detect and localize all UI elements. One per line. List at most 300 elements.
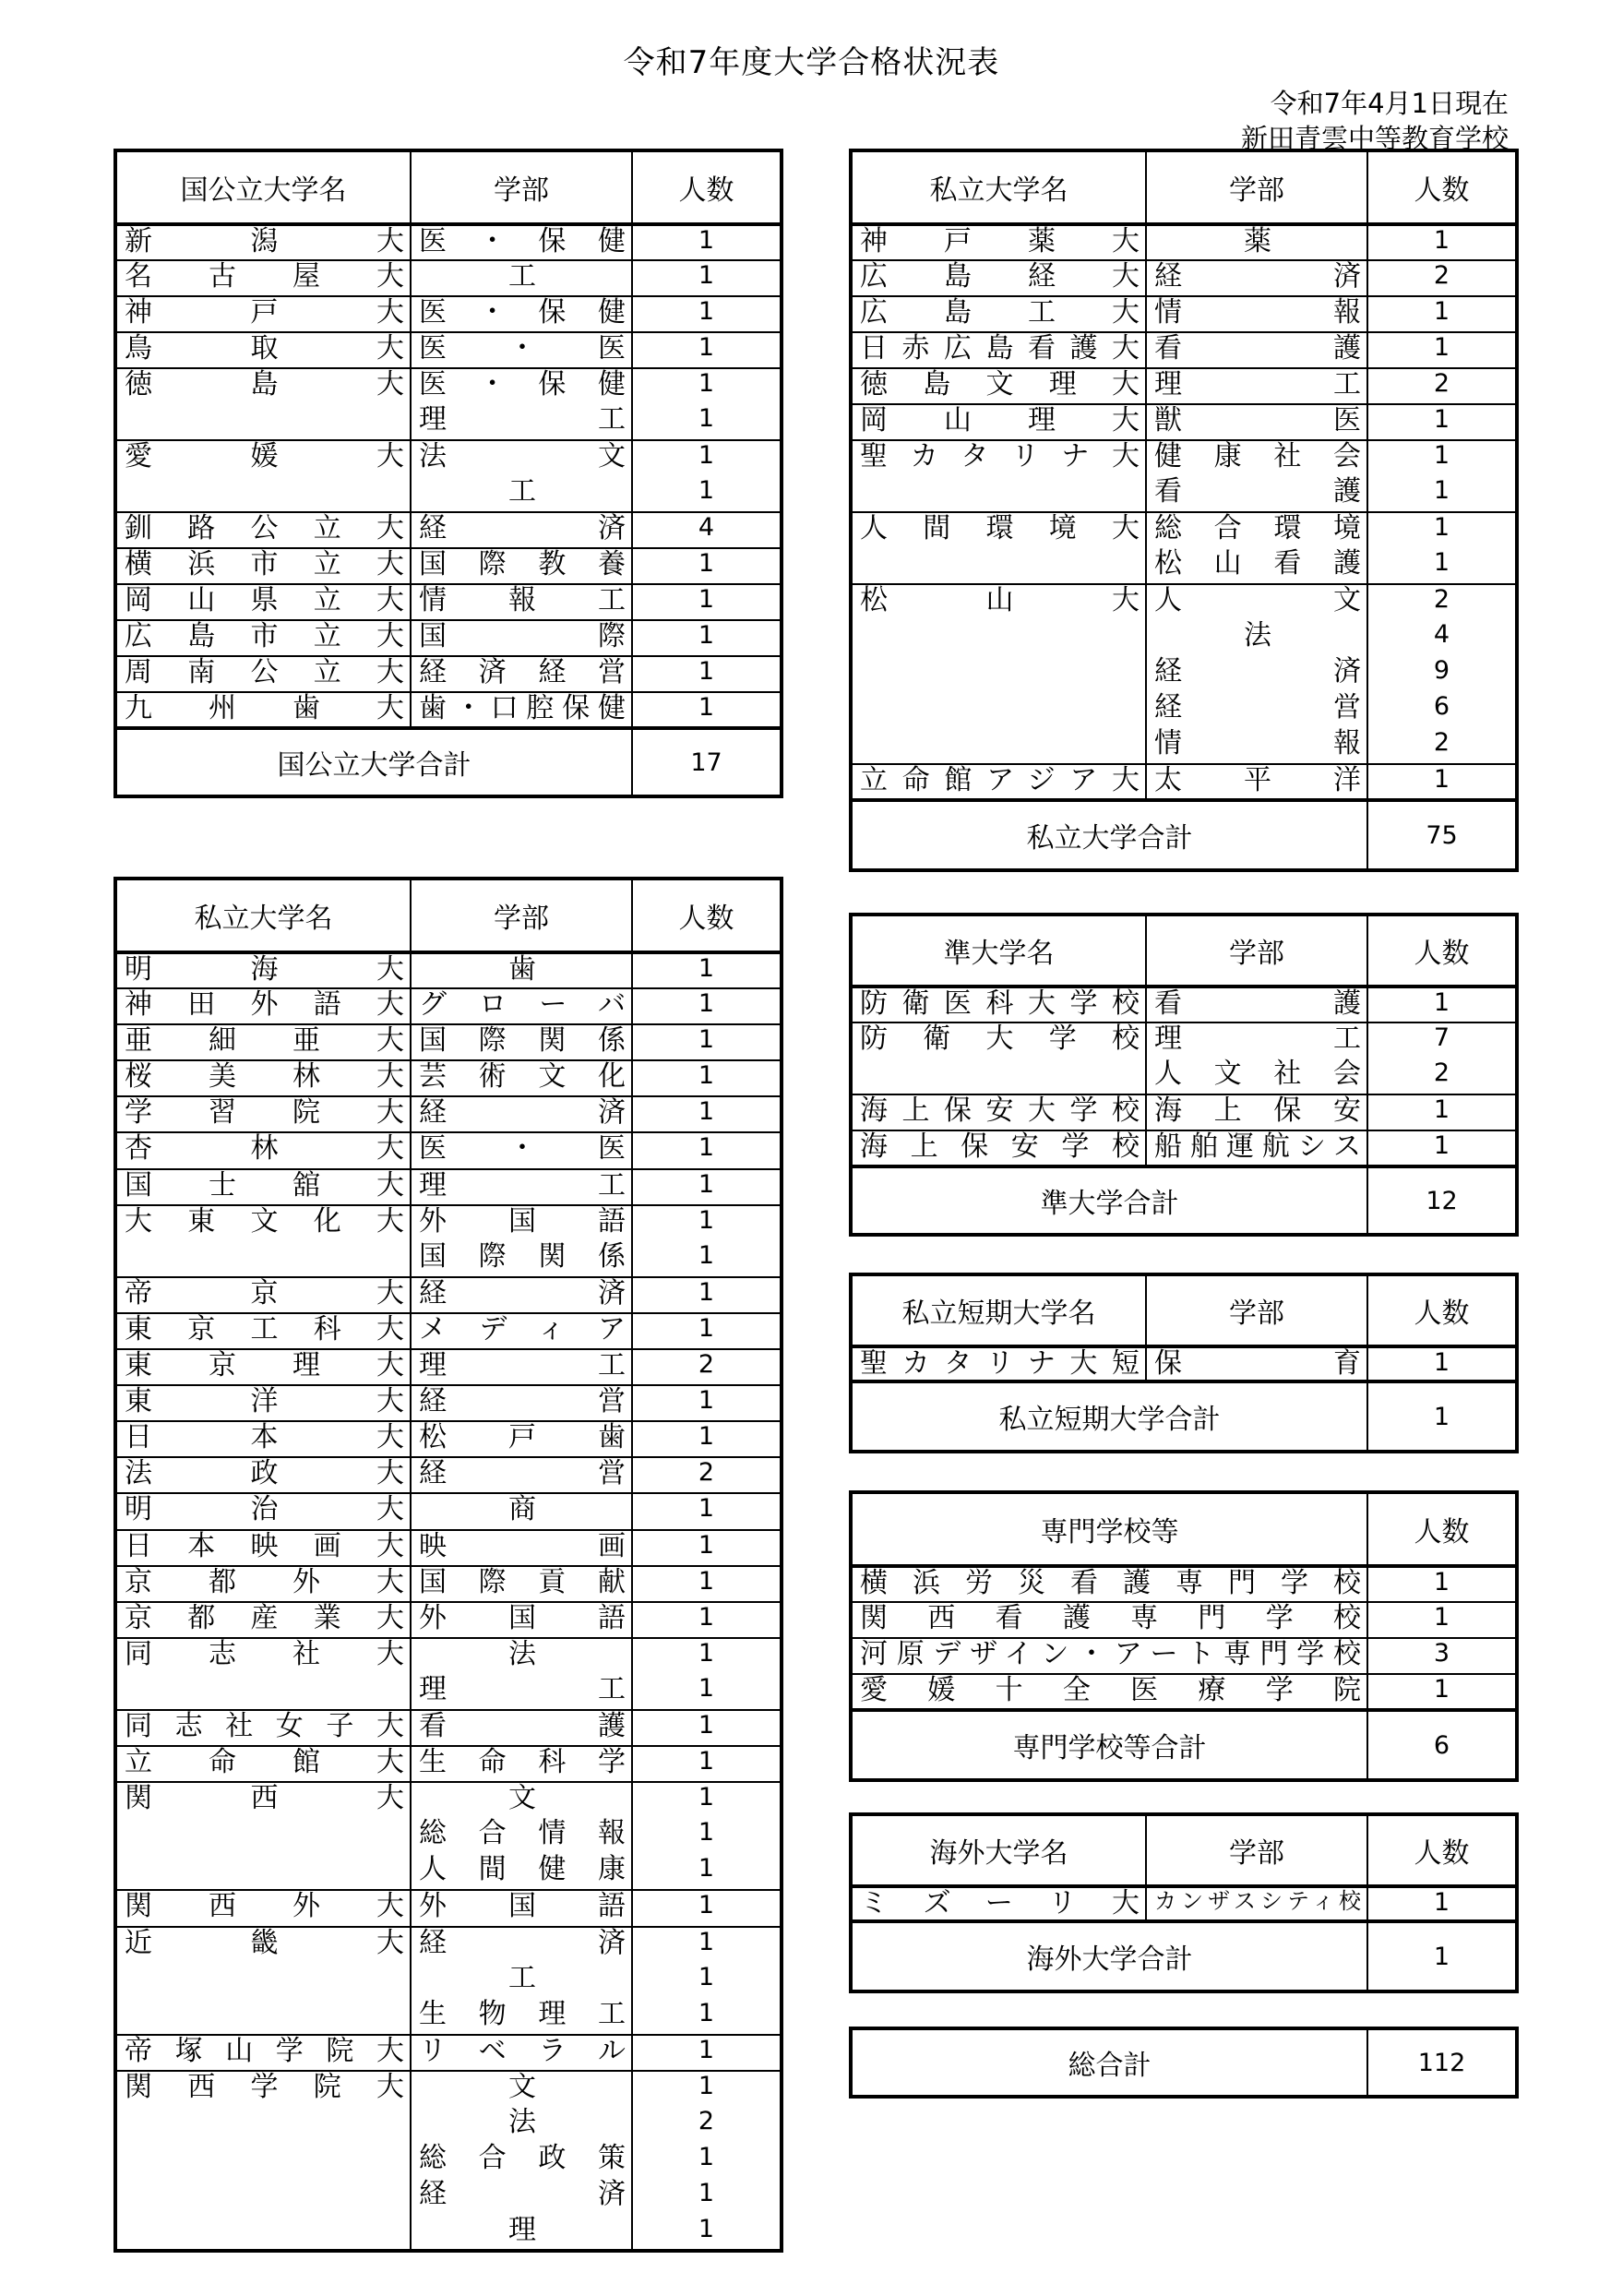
count-value: 1 xyxy=(632,1638,782,1674)
count-value: 1 xyxy=(632,1169,782,1205)
table-row xyxy=(851,1058,1517,1094)
university-name xyxy=(851,656,1146,692)
private-total-value: 75 xyxy=(1367,800,1517,870)
faculty-name: 保育 xyxy=(1146,1346,1367,1381)
count-value: 1 xyxy=(632,296,782,332)
faculty-name: 経済 xyxy=(1146,656,1367,692)
col-header-faculty: 学部 xyxy=(1146,915,1367,987)
table-row xyxy=(851,1674,1517,1710)
table-row xyxy=(115,1385,782,1421)
col-header-count: 人数 xyxy=(632,150,782,224)
faculty-name: 医・医 xyxy=(411,1132,632,1168)
table-row xyxy=(851,548,1517,584)
faculty-name: 歯 xyxy=(411,952,632,988)
count-value: 3 xyxy=(1367,1638,1517,1674)
table-row xyxy=(115,1241,782,1277)
count-value: 1 xyxy=(1367,1094,1517,1130)
university-name xyxy=(851,476,1146,512)
count-value: 1 xyxy=(632,1710,782,1746)
junior-total-label: 準大学合計 xyxy=(851,1166,1367,1235)
university-name: 岡山県立大 xyxy=(115,584,411,620)
table-row xyxy=(851,764,1517,800)
faculty-name: 芸術文化 xyxy=(411,1060,632,1096)
table-row xyxy=(851,260,1517,296)
grand-total-label: 総合計 xyxy=(1068,2050,1152,2082)
faculty-name: 医・保健 xyxy=(411,296,632,332)
grand-total-value: 112 xyxy=(1367,2028,1517,2097)
university-name: 日 本 大 xyxy=(115,1421,411,1457)
col-header-faculty: 学部 xyxy=(411,150,632,224)
table-row xyxy=(851,404,1517,440)
table-row xyxy=(115,2215,782,2251)
university-name: 広島経大 xyxy=(851,260,1146,296)
national-university-table xyxy=(113,149,783,798)
table-row xyxy=(115,1024,782,1060)
school-name: 新田青雲中等教育学校 xyxy=(1240,123,1509,154)
col-header-faculty: 学部 xyxy=(1146,150,1367,224)
count-value: 1 xyxy=(1367,1346,1517,1381)
university-name: 大東文化大 xyxy=(125,1204,404,1238)
university-name xyxy=(115,2179,411,2215)
count-value: 2 xyxy=(632,2107,782,2143)
faculty-name: メディア xyxy=(411,1313,632,1349)
faculty-name: 理工 xyxy=(411,404,632,440)
table-row xyxy=(115,2179,782,2215)
table-row xyxy=(115,1782,782,1818)
count-value: 1 xyxy=(1367,476,1517,512)
university-name xyxy=(115,1674,411,1710)
faculty-name: 生物理工 xyxy=(411,1999,632,2035)
faculty-name: リベラル xyxy=(411,2035,632,2071)
faculty-name: 医・保健 xyxy=(411,368,632,404)
faculty-name: 経済 xyxy=(411,2179,632,2215)
table-row xyxy=(851,368,1517,404)
university-name: 海上保安学校 xyxy=(851,1130,1146,1166)
table-row xyxy=(851,1094,1517,1130)
table-row xyxy=(115,548,782,584)
count-value: 1 xyxy=(632,1927,782,1963)
overseas-total-label: 海外大学合計 xyxy=(851,1921,1367,1991)
table-row xyxy=(115,332,782,368)
table-row xyxy=(115,296,782,332)
col-header-faculty: 学部 xyxy=(1146,1814,1367,1886)
university-name xyxy=(115,404,411,440)
as-of-date: 令和7年4月1日現在 xyxy=(1270,88,1509,119)
count-value: 2 xyxy=(1367,584,1517,620)
table-row xyxy=(115,260,782,296)
table-row xyxy=(115,1602,782,1638)
table-row xyxy=(115,1746,782,1782)
university-name xyxy=(851,728,1146,764)
university-name: 関 西 大 xyxy=(125,1782,404,1815)
faculty-name: 看護 xyxy=(1146,987,1367,1022)
university-name: 愛媛十全医療学院 xyxy=(851,1674,1367,1710)
count-value: 1 xyxy=(632,584,782,620)
count-value: 1 xyxy=(632,1854,782,1890)
count-value: 1 xyxy=(632,1999,782,2035)
junior-total-value: 12 xyxy=(1367,1166,1517,1235)
count-value: 1 xyxy=(632,1963,782,1999)
count-value: 1 xyxy=(632,656,782,692)
university-name: 人間環境大 xyxy=(860,512,1140,544)
university-name: 関西看護専門学校 xyxy=(851,1602,1367,1638)
university-name: 周南公立大 xyxy=(115,656,411,692)
count-value: 1 xyxy=(632,332,782,368)
table-row xyxy=(851,987,1517,1022)
faculty-name: 理工 xyxy=(411,1349,632,1385)
table-row xyxy=(115,1890,782,1926)
faculty-name: 国際関係 xyxy=(411,1024,632,1060)
faculty-name: 総合情報 xyxy=(411,1818,632,1854)
count-value: 1 xyxy=(632,620,782,656)
count-value: 1 xyxy=(1367,440,1517,476)
faculty-name: 人間健康 xyxy=(411,1854,632,1890)
col-header-faculty: 学部 xyxy=(411,879,632,952)
table-row xyxy=(851,512,1517,548)
count-value: 1 xyxy=(632,1530,782,1566)
count-value: 7 xyxy=(1367,1022,1517,1058)
faculty-name: 人文社会 xyxy=(1146,1058,1367,1094)
table-row xyxy=(851,620,1517,656)
university-name: 新 潟 大 xyxy=(115,224,411,260)
university-name: 明 海 大 xyxy=(115,952,411,988)
faculty-name: 総合環境 xyxy=(1146,512,1367,548)
table-row xyxy=(115,1530,782,1566)
university-name: 東京理大 xyxy=(115,1349,411,1385)
faculty-name: 理工 xyxy=(1146,1022,1367,1058)
table-row xyxy=(851,1346,1517,1381)
count-value: 1 xyxy=(632,1602,782,1638)
university-name: 神戸薬大 xyxy=(851,224,1146,260)
col-header-faculty: 学部 xyxy=(1146,1274,1367,1346)
faculty-name: 工 xyxy=(411,260,632,296)
faculty-name: 法 xyxy=(1146,620,1367,656)
col-header-university: 準大学名 xyxy=(851,915,1146,987)
university-name: 聖カタリナ大 xyxy=(860,440,1140,472)
faculty-name: 経済 xyxy=(411,512,632,548)
university-name: 松 山 大 xyxy=(860,584,1140,616)
table-row xyxy=(115,1818,782,1854)
col-header-count: 人数 xyxy=(1367,150,1517,224)
junior-college-total-label: 私立短期大学合計 xyxy=(851,1381,1367,1452)
table-row xyxy=(115,1277,782,1313)
count-value: 2 xyxy=(1367,368,1517,404)
faculty-name: 看護 xyxy=(1146,476,1367,512)
table-row xyxy=(115,2107,782,2143)
university-name: 横浜市立大 xyxy=(115,548,411,584)
faculty-name: 工 xyxy=(411,1963,632,1999)
faculty-name: 法 xyxy=(411,2107,632,2143)
table-row xyxy=(115,404,782,440)
count-value: 2 xyxy=(632,1457,782,1493)
university-name xyxy=(115,2107,411,2143)
count-value: 4 xyxy=(1367,620,1517,656)
faculty-name: 外国語 xyxy=(411,1890,632,1926)
count-value: 1 xyxy=(1367,404,1517,440)
count-value: 1 xyxy=(1367,332,1517,368)
col-header-count: 人数 xyxy=(632,879,782,952)
count-value: 1 xyxy=(632,260,782,296)
faculty-name: 外国語 xyxy=(411,1205,632,1241)
table-row xyxy=(851,224,1517,260)
university-name: 広島工大 xyxy=(851,296,1146,332)
national-total-label: 国公立大学合計 xyxy=(115,728,632,796)
table-row xyxy=(115,620,782,656)
university-name: 徳島文理大 xyxy=(851,368,1146,404)
university-name: 日本映画大 xyxy=(115,1530,411,1566)
count-value: 1 xyxy=(1367,1566,1517,1602)
faculty-name: 海上保安 xyxy=(1146,1094,1367,1130)
table-row xyxy=(115,952,782,988)
count-value: 1 xyxy=(632,1782,782,1818)
count-value: 1 xyxy=(632,1674,782,1710)
count-value: 1 xyxy=(632,1205,782,1241)
university-name xyxy=(851,548,1146,584)
faculty-name: グローバ xyxy=(411,988,632,1024)
count-value: 1 xyxy=(632,1024,782,1060)
faculty-name: 文 xyxy=(411,1782,632,1818)
university-name xyxy=(115,1241,411,1277)
faculty-name: 経営 xyxy=(1146,692,1367,728)
count-value: 1 xyxy=(632,440,782,476)
count-value: 1 xyxy=(1367,296,1517,332)
count-value: 1 xyxy=(1367,1602,1517,1638)
faculty-name: 生命科学 xyxy=(411,1746,632,1782)
col-header-university: 国公立大学名 xyxy=(115,150,411,224)
faculty-name: 経済 xyxy=(411,1277,632,1313)
faculty-name: 法文 xyxy=(411,440,632,476)
count-value: 2 xyxy=(1367,728,1517,764)
faculty-name: 情報 xyxy=(1146,296,1367,332)
university-name xyxy=(851,1058,1146,1094)
university-name xyxy=(115,2143,411,2179)
university-name: 横浜労災看護専門学校 xyxy=(851,1566,1367,1602)
count-value: 1 xyxy=(632,692,782,728)
faculty-name: 理 xyxy=(411,2215,632,2251)
table-row xyxy=(115,1169,782,1205)
faculty-name: 経済 xyxy=(411,1927,632,1963)
count-value: 1 xyxy=(632,1241,782,1277)
count-value: 1 xyxy=(632,2179,782,2215)
count-value: 1 xyxy=(632,1890,782,1926)
university-name: 河原デザイン・アート専門学校 xyxy=(851,1638,1367,1674)
table-row xyxy=(851,440,1517,476)
university-name: 東 洋 大 xyxy=(115,1385,411,1421)
university-name: 神田外語大 xyxy=(115,988,411,1024)
table-row xyxy=(115,2035,782,2071)
private-total-label: 私立大学合計 xyxy=(851,800,1367,870)
table-row xyxy=(115,2071,782,2107)
university-name: 徳 島 大 xyxy=(125,368,404,401)
count-value: 1 xyxy=(632,988,782,1024)
table-row xyxy=(115,368,782,404)
vocational-school-table xyxy=(849,1490,1519,1782)
table-row xyxy=(851,332,1517,368)
faculty-name: 商 xyxy=(411,1493,632,1529)
count-value: 2 xyxy=(1367,260,1517,296)
count-value: 1 xyxy=(1367,1886,1517,1921)
count-value: 1 xyxy=(632,1493,782,1529)
count-value: 1 xyxy=(632,224,782,260)
count-value: 1 xyxy=(1367,764,1517,800)
faculty-name: 理工 xyxy=(411,1674,632,1710)
table-row xyxy=(851,296,1517,332)
table-row xyxy=(115,1457,782,1493)
count-value: 1 xyxy=(632,1421,782,1457)
table-row xyxy=(851,1638,1517,1674)
col-header-count: 人数 xyxy=(1367,1814,1517,1886)
count-value: 1 xyxy=(632,1313,782,1349)
university-name: 岡山理大 xyxy=(851,404,1146,440)
table-row xyxy=(851,692,1517,728)
count-value: 1 xyxy=(632,404,782,440)
vocational-total-value: 6 xyxy=(1367,1710,1517,1780)
faculty-name: 歯・口腔保健 xyxy=(411,692,632,728)
university-name: 京都産業大 xyxy=(115,1602,411,1638)
table-row xyxy=(851,1130,1517,1166)
table-row xyxy=(115,512,782,548)
university-name: 九 州 歯 大 xyxy=(115,692,411,728)
table-row xyxy=(851,1602,1517,1638)
faculty-name: 法 xyxy=(411,1638,632,1674)
count-value: 1 xyxy=(632,1060,782,1096)
university-name: 同志社女子大 xyxy=(115,1710,411,1746)
col-header-university: 私立短期大学名 xyxy=(851,1274,1146,1346)
faculty-name: 健康社会 xyxy=(1146,440,1367,476)
page-title: 令和7年度大学合格状況表 xyxy=(623,44,1000,81)
faculty-name: 外国語 xyxy=(411,1602,632,1638)
col-header-count: 人数 xyxy=(1367,1492,1517,1566)
count-value: 1 xyxy=(632,2215,782,2251)
table-row xyxy=(115,1854,782,1890)
faculty-name: 情報工 xyxy=(411,584,632,620)
count-value: 1 xyxy=(1367,512,1517,548)
university-name: 学習院大 xyxy=(115,1096,411,1132)
university-name xyxy=(851,620,1146,656)
count-value: 1 xyxy=(632,1385,782,1421)
university-name: 防衛大学校 xyxy=(860,1022,1140,1055)
faculty-name: 国際教養 xyxy=(411,548,632,584)
count-value: 1 xyxy=(1367,1130,1517,1166)
table-row xyxy=(115,476,782,512)
faculty-name: 工 xyxy=(411,476,632,512)
table-row xyxy=(115,988,782,1024)
count-value: 1 xyxy=(632,2035,782,2071)
university-name: 釧路公立大 xyxy=(115,512,411,548)
table-row xyxy=(115,1999,782,2035)
table-row xyxy=(115,1421,782,1457)
col-header-school: 専門学校等 xyxy=(851,1492,1367,1566)
count-value: 1 xyxy=(1367,987,1517,1022)
faculty-name: 情報 xyxy=(1146,728,1367,764)
table-row xyxy=(851,1022,1517,1058)
university-name: 日赤広島看護大 xyxy=(851,332,1146,368)
count-value: 6 xyxy=(1367,692,1517,728)
table-row xyxy=(115,656,782,692)
table-row xyxy=(115,1205,782,1241)
count-value: 1 xyxy=(1367,548,1517,584)
faculty-name: 国際関係 xyxy=(411,1241,632,1277)
table-row xyxy=(115,224,782,260)
table-row xyxy=(851,476,1517,512)
count-value: 1 xyxy=(632,548,782,584)
university-name: ミズーリ大 xyxy=(851,1886,1146,1921)
university-name xyxy=(851,692,1146,728)
university-name: 明 治 大 xyxy=(115,1493,411,1529)
university-name: 広島市立大 xyxy=(115,620,411,656)
university-name: 海上保安大学校 xyxy=(851,1094,1146,1130)
count-value: 9 xyxy=(1367,656,1517,692)
university-name: 京都外大 xyxy=(115,1566,411,1602)
table-row xyxy=(851,1566,1517,1602)
count-value: 1 xyxy=(1367,224,1517,260)
table-row xyxy=(115,1060,782,1096)
faculty-name: 太平洋 xyxy=(1146,764,1367,800)
university-name: 防衛医科大学校 xyxy=(851,987,1146,1022)
university-name: 帝塚山学院大 xyxy=(115,2035,411,2071)
count-value: 2 xyxy=(1367,1058,1517,1094)
table-row xyxy=(115,440,782,476)
table-row xyxy=(851,656,1517,692)
faculty-name: 国際 xyxy=(411,620,632,656)
table-row xyxy=(115,1313,782,1349)
count-value: 1 xyxy=(632,476,782,512)
university-name: 神 戸 大 xyxy=(115,296,411,332)
university-name: 名古屋大 xyxy=(115,260,411,296)
university-name xyxy=(115,1818,411,1854)
count-value: 1 xyxy=(632,952,782,988)
university-name: 同志社大 xyxy=(125,1637,404,1670)
count-value: 1 xyxy=(632,2071,782,2107)
university-name: 杏 林 大 xyxy=(115,1132,411,1168)
col-header-university: 私立大学名 xyxy=(115,879,411,952)
junior-university-table xyxy=(849,913,1519,1237)
table-row xyxy=(115,692,782,728)
faculty-name: 薬 xyxy=(1146,224,1367,260)
faculty-name: 理工 xyxy=(411,1169,632,1205)
university-name xyxy=(115,476,411,512)
faculty-name: 松山看護 xyxy=(1146,548,1367,584)
junior-college-total-value: 1 xyxy=(1367,1381,1517,1452)
faculty-name: 人文 xyxy=(1146,584,1367,620)
faculty-name: 獣医 xyxy=(1146,404,1367,440)
faculty-name: 医・保健 xyxy=(411,224,632,260)
col-header-count: 人数 xyxy=(1367,1274,1517,1346)
count-value: 1 xyxy=(632,1132,782,1168)
faculty-name: 文 xyxy=(411,2071,632,2107)
count-value: 1 xyxy=(632,1566,782,1602)
junior-college-table xyxy=(849,1273,1519,1453)
faculty-name: 国際貢献 xyxy=(411,1566,632,1602)
table-row xyxy=(115,1349,782,1385)
university-name xyxy=(115,2215,411,2251)
university-name: 近 畿 大 xyxy=(125,1926,404,1959)
faculty-name: 映画 xyxy=(411,1530,632,1566)
col-header-university: 海外大学名 xyxy=(851,1814,1146,1886)
table-row xyxy=(115,1132,782,1168)
university-name: 桜美林大 xyxy=(115,1060,411,1096)
faculty-name: 経済 xyxy=(1146,260,1367,296)
table-row xyxy=(851,1886,1517,1921)
table-row xyxy=(115,1566,782,1602)
count-value: 1 xyxy=(632,2143,782,2179)
university-name: 愛 媛 大 xyxy=(125,440,404,472)
university-name: 関西学院大 xyxy=(125,2070,404,2103)
count-value: 1 xyxy=(632,1096,782,1132)
table-row xyxy=(115,1638,782,1674)
faculty-name: 看護 xyxy=(1146,332,1367,368)
table-row xyxy=(115,2143,782,2179)
